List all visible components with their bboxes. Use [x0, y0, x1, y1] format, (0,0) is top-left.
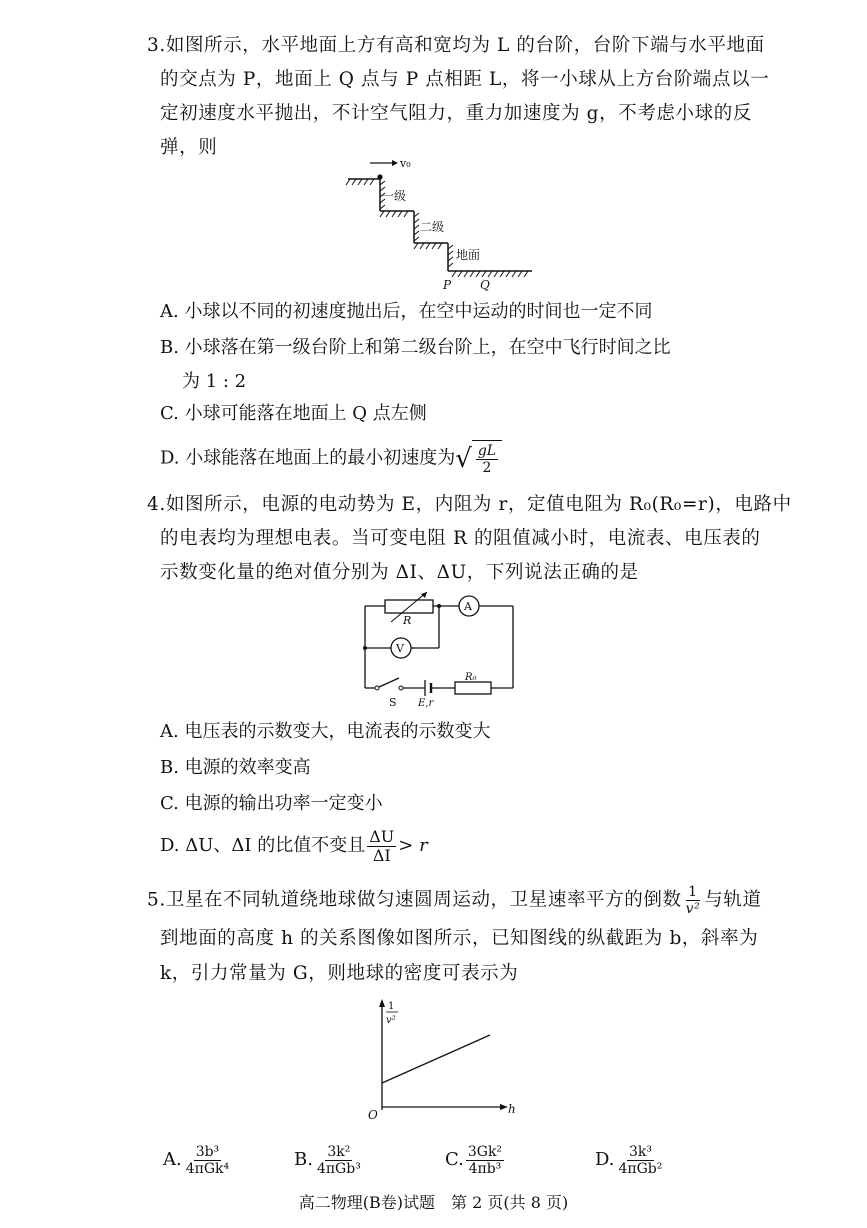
q5-line-1-post: 与轨道 [704, 889, 762, 911]
q4-option-d-tail: > r [398, 835, 428, 856]
q4-circuit-figure [355, 592, 525, 712]
q4-option-d [160, 826, 428, 866]
q3-stairs-figure [340, 155, 540, 295]
level2-label: 二级 [420, 220, 445, 234]
q5-option-c-num: 3Gk² [467, 1143, 503, 1160]
q5-option-d-num: 3k³ [628, 1143, 652, 1160]
q3-option-b-line1: B. 小球落在第一级台阶上和第二级台阶上，在空中飞行时间之比 [160, 337, 671, 358]
q5-option-b [294, 1140, 365, 1180]
q3-option-c: C. 小球可能落在地面上 Q 点左侧 [160, 403, 427, 424]
q5-line-1-pre: 5.卫星在不同轨道绕地球做匀速圆周运动，卫星速率平方的倒数 [147, 889, 682, 911]
q5-xlabel: h [508, 1102, 516, 1116]
q5-ylabel-den: v² [386, 1015, 396, 1026]
q5-line-1-num: 1 [688, 884, 698, 900]
r0-label: R₀ [465, 672, 477, 683]
q5-option-c-label: C. [445, 1149, 464, 1170]
q5-data-line [382, 1035, 490, 1083]
q4-line-1: 4.如图所示，电源的电动势为 E，内阻为 r，定值电阻为 R₀(R₀=r)，电路中 [147, 494, 792, 515]
q5-option-a-den: 4πGk⁴ [185, 1160, 230, 1177]
level1-label: 一级 [382, 189, 407, 203]
q4-option-c: C. 电源的输出功率一定变小 [160, 793, 383, 814]
q4-line-3: 示数变化量的绝对值分别为 ΔI、ΔU，下列说法正确的是 [160, 562, 639, 583]
q5-option-c [445, 1140, 506, 1180]
q5-option-a-label: A. [163, 1149, 182, 1170]
ground-label: 地面 [456, 248, 481, 262]
q5-option-b-label: B. [294, 1149, 313, 1170]
q4-option-a: A. 电压表的示数变大，电流表的示数变大 [160, 721, 491, 742]
q5-line-3: k，引力常量为 G，则地球的密度可表示为 [160, 963, 519, 984]
p-label: P [443, 278, 452, 292]
v0-label: v₀ [400, 157, 411, 170]
r-label: R [403, 614, 412, 627]
q3-d-denominator: 2 [482, 459, 492, 476]
q4-option-d-text: D. ΔU、ΔI 的比值不变且 [160, 835, 366, 856]
page-footer: 高二物理(B卷)试题 第 2 页(共 8 页) [298, 1193, 569, 1212]
switch-label: S [389, 696, 397, 709]
q4-d-denominator: ΔI [372, 845, 391, 865]
q3-option-d-text: D. 小球能落在地面上的最小初速度为 [160, 447, 456, 469]
q3-line-4: 弹，则 [160, 137, 218, 158]
q3-option-d [160, 440, 502, 477]
battery-label: E,r [418, 698, 434, 709]
q5-option-d [595, 1140, 666, 1180]
q4-option-b: B. 电源的效率变高 [160, 757, 311, 778]
q5-option-b-den: 4πGb³ [316, 1160, 361, 1177]
q5-option-a-num: 3b³ [195, 1143, 220, 1160]
q4-line-2: 的电表均为理想电表。当可变电阻 R 的阻值减小时，电流表、电压表的 [160, 528, 761, 549]
q3-line-2: 的交点为 P，地面上 Q 点与 P 点相距 L，将一小球从上方台阶端点以一 [160, 69, 770, 90]
q5-option-a [163, 1140, 233, 1180]
q4-d-numerator: ΔU [369, 826, 395, 846]
resistor-r0 [455, 682, 491, 694]
q5-option-d-den: 4πGb² [618, 1160, 663, 1177]
q5-option-c-den: 4πb³ [468, 1160, 502, 1177]
sqrt-expression: √ $\frac{gL}{2}$ [455, 440, 502, 477]
q5-line-2: 到地面的高度 h 的关系图像如图所示，已知图线的纵截距为 b，斜率为 [160, 928, 759, 949]
q3-line-1: 3.如图所示，水平地面上方有高和宽均为 L 的台阶，台阶下端与水平地面 [147, 35, 765, 56]
q5-ylabel-num: 1 [388, 1001, 395, 1012]
ball [377, 174, 382, 179]
q5-origin-label: O [368, 1108, 378, 1122]
q3-option-a: A. 小球以不同的初速度抛出后，在空中运动的时间也一定不同 [160, 301, 653, 322]
ammeter-label: A [464, 600, 472, 613]
q5-graph-figure [362, 995, 522, 1125]
q3-option-b-line2: 为 1 : 2 [182, 371, 247, 392]
voltmeter-label: V [396, 642, 404, 655]
q-label: Q [480, 278, 490, 292]
q3-d-numerator: gL [477, 442, 497, 459]
q5-line-1 [147, 884, 762, 917]
q3-line-3: 定初速度水平抛出，不计空气阻力，重力加速度为 g，不考虑小球的反 [160, 103, 752, 124]
q5-line-1-den: v² [685, 901, 701, 917]
q5-option-d-label: D. [595, 1149, 615, 1170]
q5-option-b-num: 3k² [327, 1143, 351, 1160]
